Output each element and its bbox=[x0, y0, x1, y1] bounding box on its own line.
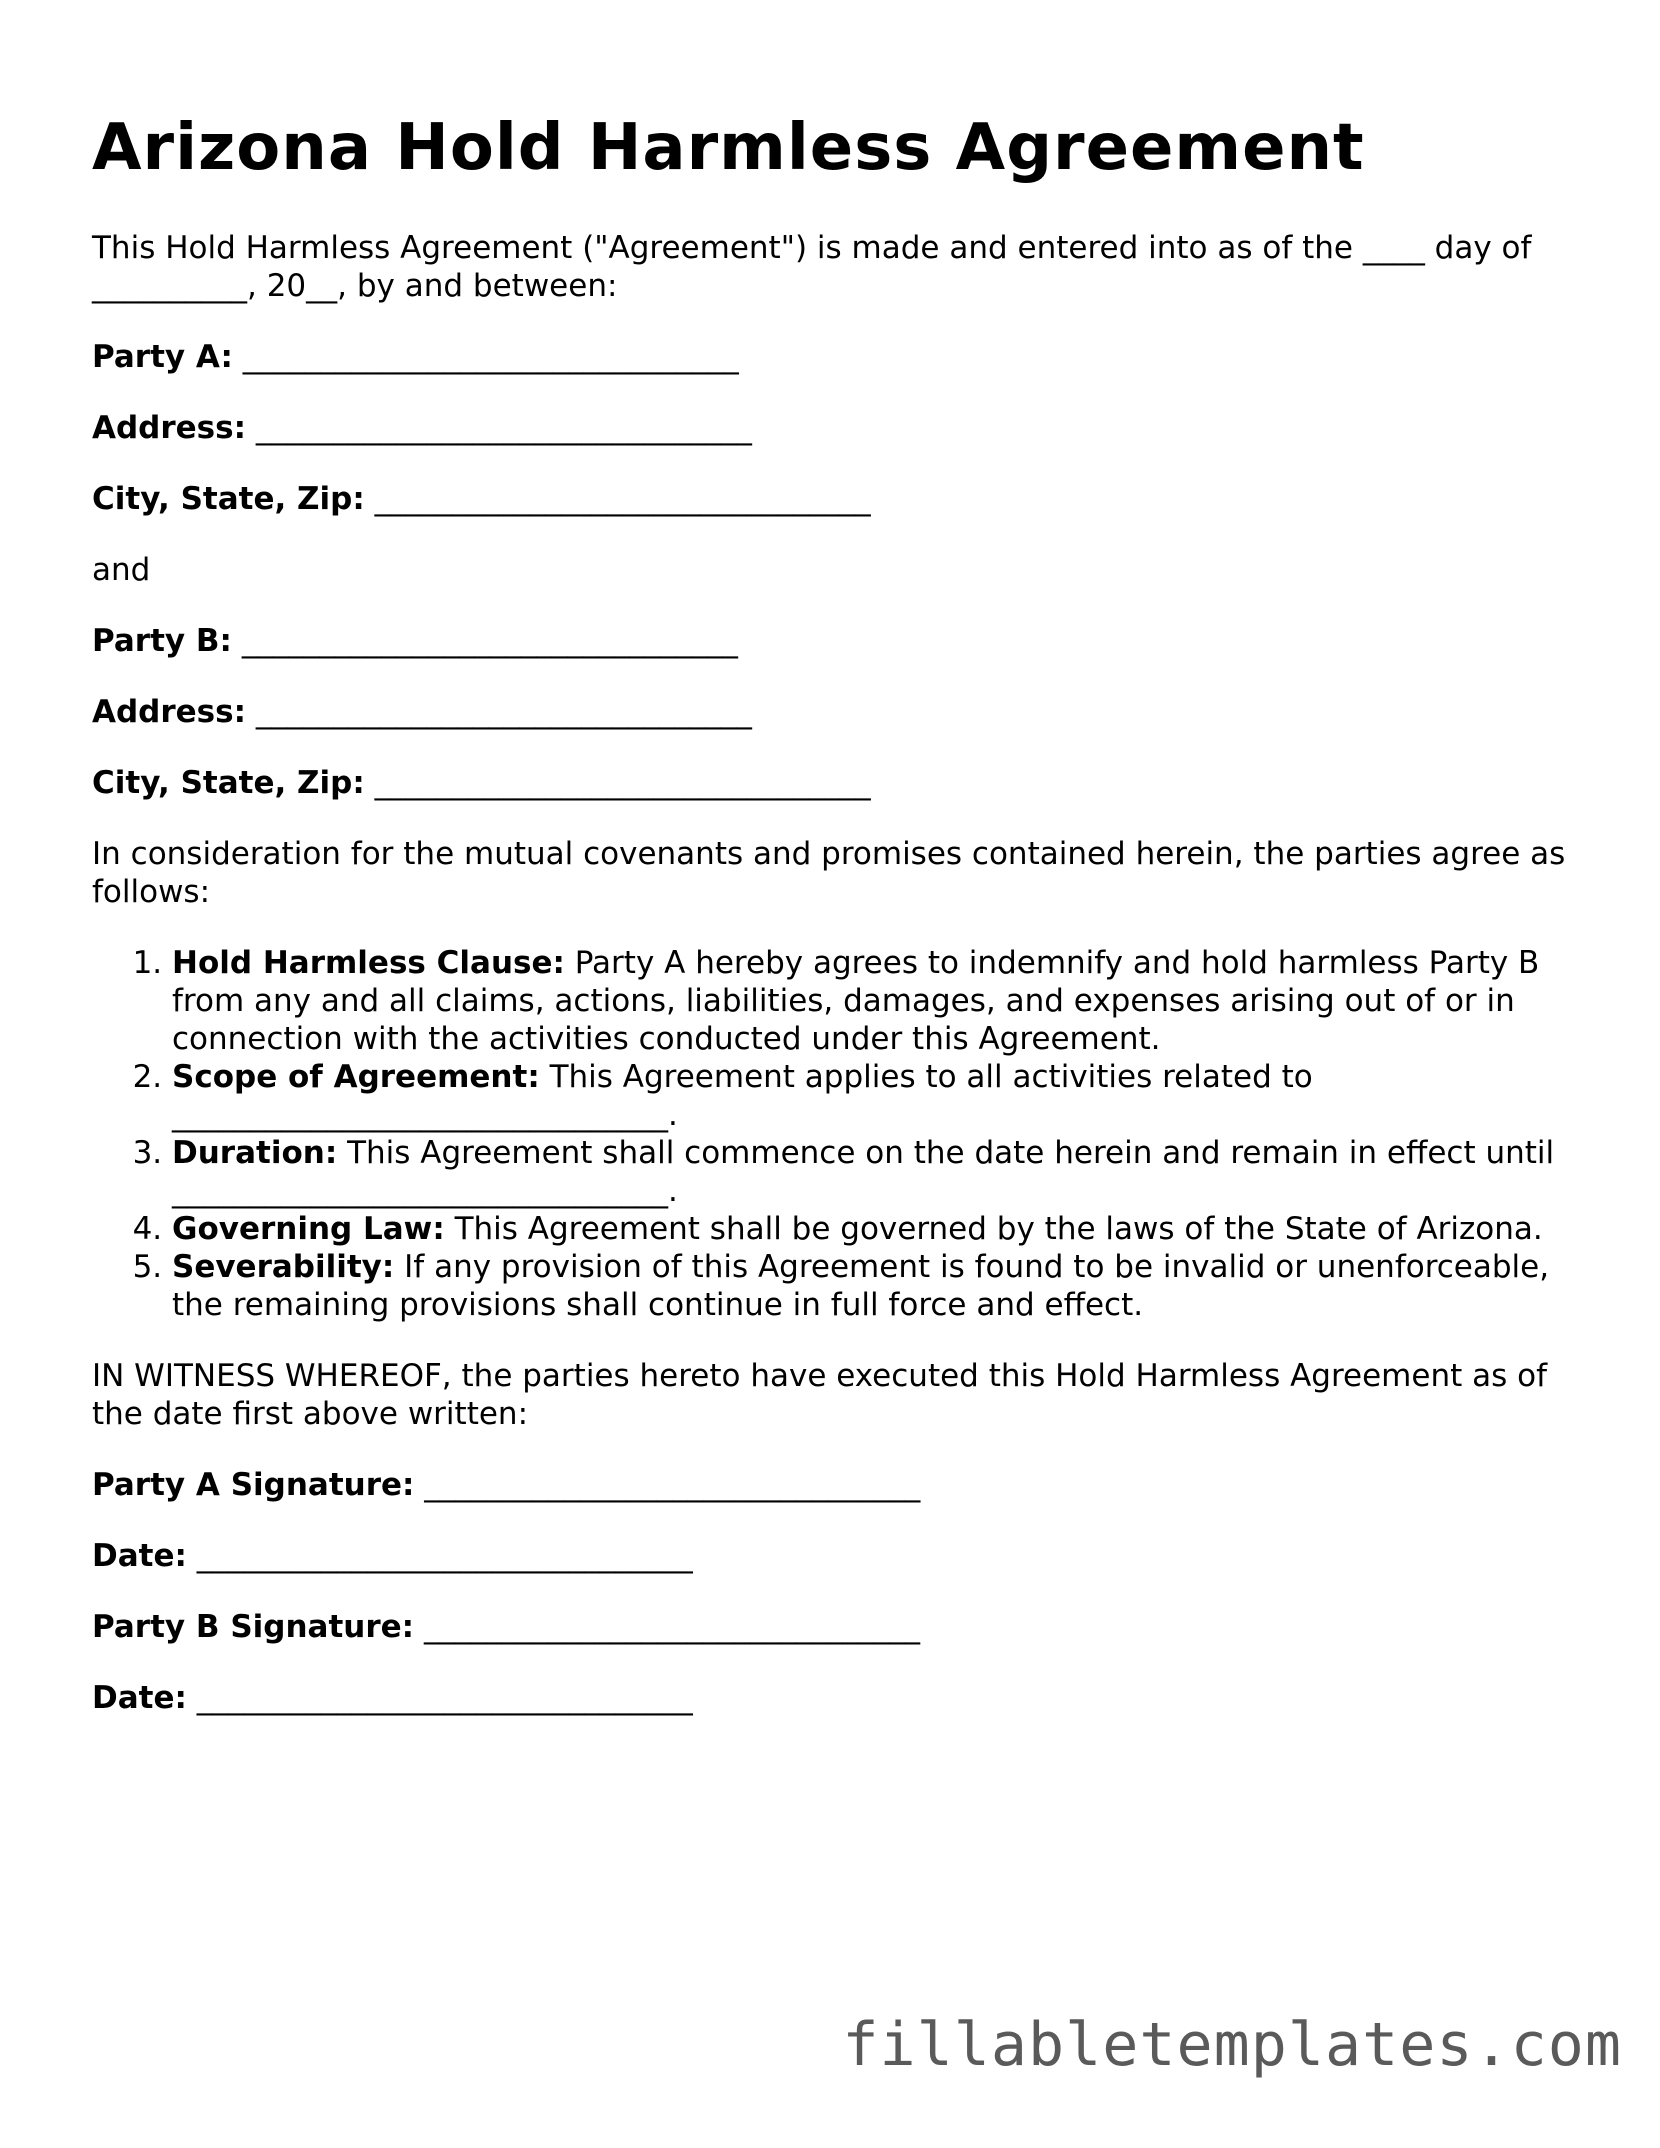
clause-text: This Agreement shall commence on the date herein and remain in effect until ________________________________. bbox=[172, 1134, 1555, 1209]
clause-text: Party A hereby agrees to indemnify and hold harmless Party B from any and all claims, actions, liabilities, damages, and expenses arising out of or in connection with the activities conducted under this Agreement. bbox=[172, 944, 1540, 1057]
clause-text: This Agreement shall be governed by the laws of the State of Arizona. bbox=[454, 1210, 1543, 1247]
date-b-label: Date: bbox=[92, 1679, 187, 1716]
clause-item bbox=[172, 1058, 1572, 1134]
party-b-address-label: Address: bbox=[92, 693, 246, 730]
party-b-city-label: City, State, Zip: bbox=[92, 764, 365, 801]
party-b-address-blank[interactable]: ________________________________ bbox=[255, 693, 752, 730]
date-b-field bbox=[92, 1679, 1572, 1717]
party-a-name-blank[interactable]: ________________________________ bbox=[242, 338, 739, 375]
clause-item bbox=[172, 944, 1572, 1058]
consideration-paragraph: In consideration for the mutual covenants and promises contained herein, the parties agree as follows: bbox=[92, 835, 1566, 910]
party-b-name-label: Party B: bbox=[92, 622, 232, 659]
clause-item bbox=[172, 1248, 1572, 1324]
clause-term: Governing Law: bbox=[172, 1210, 445, 1247]
party-a-city-label: City, State, Zip: bbox=[92, 480, 365, 517]
watermark: fillabletemplates.com bbox=[842, 2010, 1622, 2080]
party-a-signature-blank[interactable]: ________________________________ bbox=[424, 1466, 921, 1503]
date-a-label: Date: bbox=[92, 1537, 187, 1574]
party-b-name-field bbox=[92, 622, 1572, 660]
party-b-signature-blank[interactable]: ________________________________ bbox=[423, 1608, 920, 1645]
party-b-signature-label: Party B Signature: bbox=[92, 1608, 415, 1645]
party-b-city-blank[interactable]: ________________________________ bbox=[374, 764, 871, 801]
clause-term: Duration: bbox=[172, 1134, 338, 1171]
party-a-city-blank[interactable]: ________________________________ bbox=[374, 480, 871, 517]
and-separator: and bbox=[92, 551, 151, 588]
party-b-city-field bbox=[92, 764, 1572, 802]
party-a-address-label: Address: bbox=[92, 409, 246, 446]
party-a-name-label: Party A: bbox=[92, 338, 233, 375]
date-b-blank[interactable]: ________________________________ bbox=[196, 1679, 693, 1716]
party-a-name-field bbox=[92, 338, 1572, 376]
intro-paragraph: This Hold Harmless Agreement ("Agreement") is made and entered into as of the ____ day of __________, 20__, by and between: bbox=[92, 229, 1532, 304]
clause-term: Severability: bbox=[172, 1248, 395, 1285]
party-a-city-field bbox=[92, 480, 1572, 518]
witness-paragraph: IN WITNESS WHEREOF, the parties hereto have executed this Hold Harmless Agreement as of the date first above written: bbox=[92, 1357, 1547, 1432]
party-b-name-blank[interactable]: ________________________________ bbox=[241, 622, 738, 659]
clause-item bbox=[172, 1210, 1572, 1248]
clause-term: Scope of Agreement: bbox=[172, 1058, 540, 1095]
document-page bbox=[92, 110, 1572, 1750]
clause-item bbox=[172, 1134, 1572, 1210]
party-a-address-blank[interactable]: ________________________________ bbox=[255, 409, 752, 446]
clause-text: This Agreement applies to all activities related to ________________________________. bbox=[172, 1058, 1313, 1133]
clause-text: If any provision of this Agreement is found to be invalid or unenforceable, the remaining provisions shall continue in full force and effect. bbox=[172, 1248, 1550, 1323]
date-a-field bbox=[92, 1537, 1572, 1575]
document-title: Arizona Hold Harmless Agreement bbox=[92, 111, 1365, 185]
clause-term: Hold Harmless Clause: bbox=[172, 944, 565, 981]
party-b-address-field bbox=[92, 693, 1572, 731]
party-b-signature-field bbox=[92, 1608, 1572, 1646]
party-a-address-field bbox=[92, 409, 1572, 447]
party-a-signature-field bbox=[92, 1466, 1572, 1504]
party-a-signature-label: Party A Signature: bbox=[92, 1466, 415, 1503]
clauses-list bbox=[92, 944, 1572, 1324]
date-a-blank[interactable]: ________________________________ bbox=[196, 1537, 693, 1574]
